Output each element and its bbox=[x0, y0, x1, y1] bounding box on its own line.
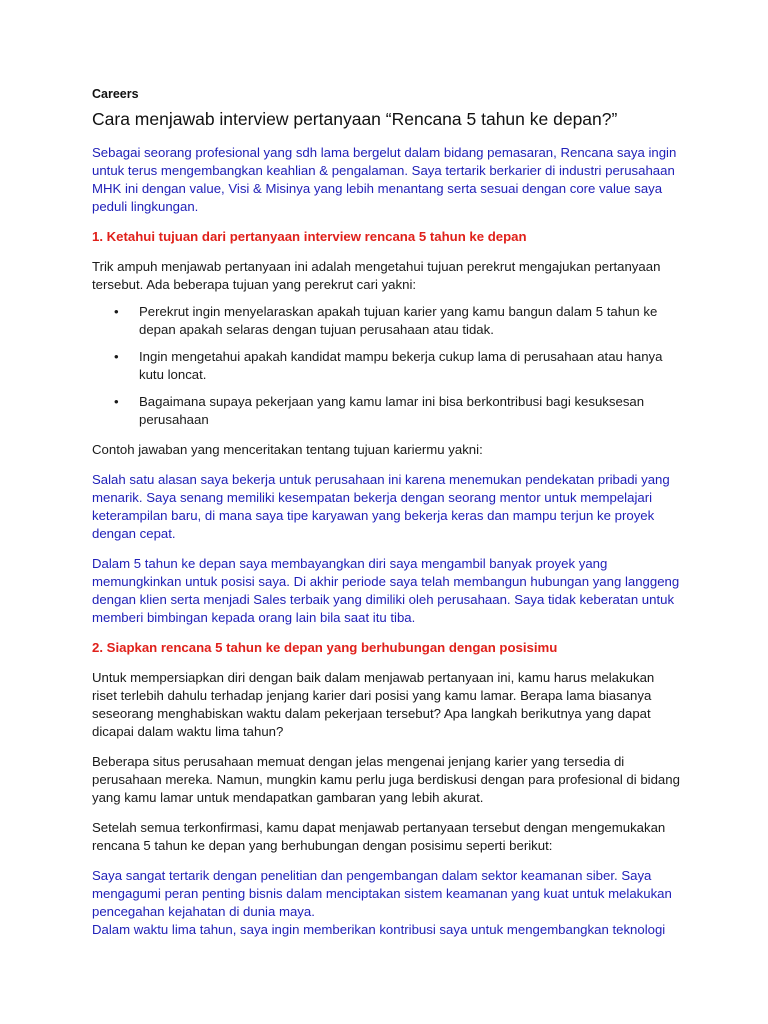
section-2-heading: 2. Siapkan rencana 5 tahun ke depan yang berhubungan dengan posisimu bbox=[92, 640, 558, 655]
bullet-icon: • bbox=[114, 394, 119, 409]
list-item-text: Perekrut ingin menyelaraskan apakah tujuan karier yang kamu bangun dalam 5 tahun ke depan apakah selaras dengan tujuan perusahaan atau tidak. bbox=[139, 304, 658, 337]
list-item-text: Ingin mengetahui apakah kandidat mampu bekerja cukup lama di perusahaan atau hanya kutu loncat. bbox=[139, 349, 663, 382]
section-1-paragraph: Trik ampuh menjawab pertanyaan ini adalah mengetahui tujuan perekrut mengajukan pertanyaan tersebut. Ada beberapa tujuan yang perekrut cari yakni: bbox=[92, 259, 661, 292]
purpose-list bbox=[92, 303, 682, 429]
list-item-text: Bagaimana supaya pekerjaan yang kamu lamar ini bisa berkontribusi bagi kesuksesan perusahaan bbox=[139, 394, 645, 427]
intro-paragraph: Sebagai seorang profesional yang sdh lama bergelut dalam bidang pemasaran, Rencana saya ingin untuk terus mengembangkan keahlian & pengalaman. Saya tertarik berkarier di industri perusahaan MHK ini dengan value, Visi & Misinya yang lebih menantang serta sesuai dengan core value saya peduli lingkungan. bbox=[92, 145, 677, 214]
section-2-paragraph-2: Beberapa situs perusahaan memuat dengan jelas mengenai jenjang karier yang tersedia di perusahaan mereka. Namun, mungkin kamu perlu juga berdiskusi dengan para profesional di bidang yang kamu lamar untuk mendapatkan gambaran yang lebih akurat. bbox=[92, 754, 680, 805]
bullet-icon: • bbox=[114, 349, 119, 364]
section-2-paragraph-3: Setelah semua terkonfirmasi, kamu dapat menjawab pertanyaan tersebut dengan mengemukakan rencana 5 tahun ke depan yang berhubungan dengan posisimu seperti berikut: bbox=[92, 820, 666, 853]
article-title: Cara menjawab interview pertanyaan “Rencana 5 tahun ke depan?” bbox=[92, 109, 618, 129]
section-1-heading: 1. Ketahui tujuan dari pertanyaan interview rencana 5 tahun ke depan bbox=[92, 229, 527, 244]
example-answer-1: Salah satu alasan saya bekerja untuk perusahaan ini karena menemukan pendekatan pribadi yang menarik. Saya senang memiliki kesempatan bekerja dengan seorang mentor untuk mempelajari keterampilan baru, di mana saya tipe karyawan yang bekerja keras dan mampu terjun ke proyek dengan cepat. bbox=[92, 472, 670, 541]
bullet-icon: • bbox=[114, 304, 119, 319]
section-2-paragraph-1: Untuk mempersiapkan diri dengan baik dalam menjawab pertanyaan ini, kamu harus melakukan riset terlebih dahulu terhadap jenjang karier dari posisi yang kamu lamar. Berapa lama biasanya seseorang menghabiskan waktu dalam pekerjaan tersebut? Apa langkah berikutnya yang dapat dicapai dalam waktu lima tahun? bbox=[92, 670, 655, 739]
example-answer-4: Dalam waktu lima tahun, saya ingin memberikan kontribusi saya untuk mengembangkan teknologi bbox=[92, 922, 666, 937]
category-label: Careers bbox=[92, 87, 139, 101]
list-item bbox=[92, 303, 682, 339]
document-content bbox=[92, 87, 682, 939]
list-item bbox=[92, 348, 682, 384]
example-answer-2: Dalam 5 tahun ke depan saya membayangkan diri saya mengambil banyak proyek yang memungkinkan untuk posisi saya. Di akhir periode saya telah membangun hubungan yang langgeng dengan klien serta menjadi Sales terbaik yang dimiliki oleh perusahaan. Saya tidak keberatan untuk memberi bimbingan kepada orang lain bila saat itu tiba. bbox=[92, 556, 680, 625]
example-intro: Contoh jawaban yang menceritakan tentang tujuan kariermu yakni: bbox=[92, 442, 483, 457]
example-answer-3: Saya sangat tertarik dengan penelitian dan pengembangan dalam sektor keamanan siber. Saya mengagumi peran penting bisnis dalam menciptakan sistem keamanan yang kuat untuk melakukan pencegahan kejahatan di dunia maya. bbox=[92, 868, 672, 919]
list-item bbox=[92, 393, 682, 429]
